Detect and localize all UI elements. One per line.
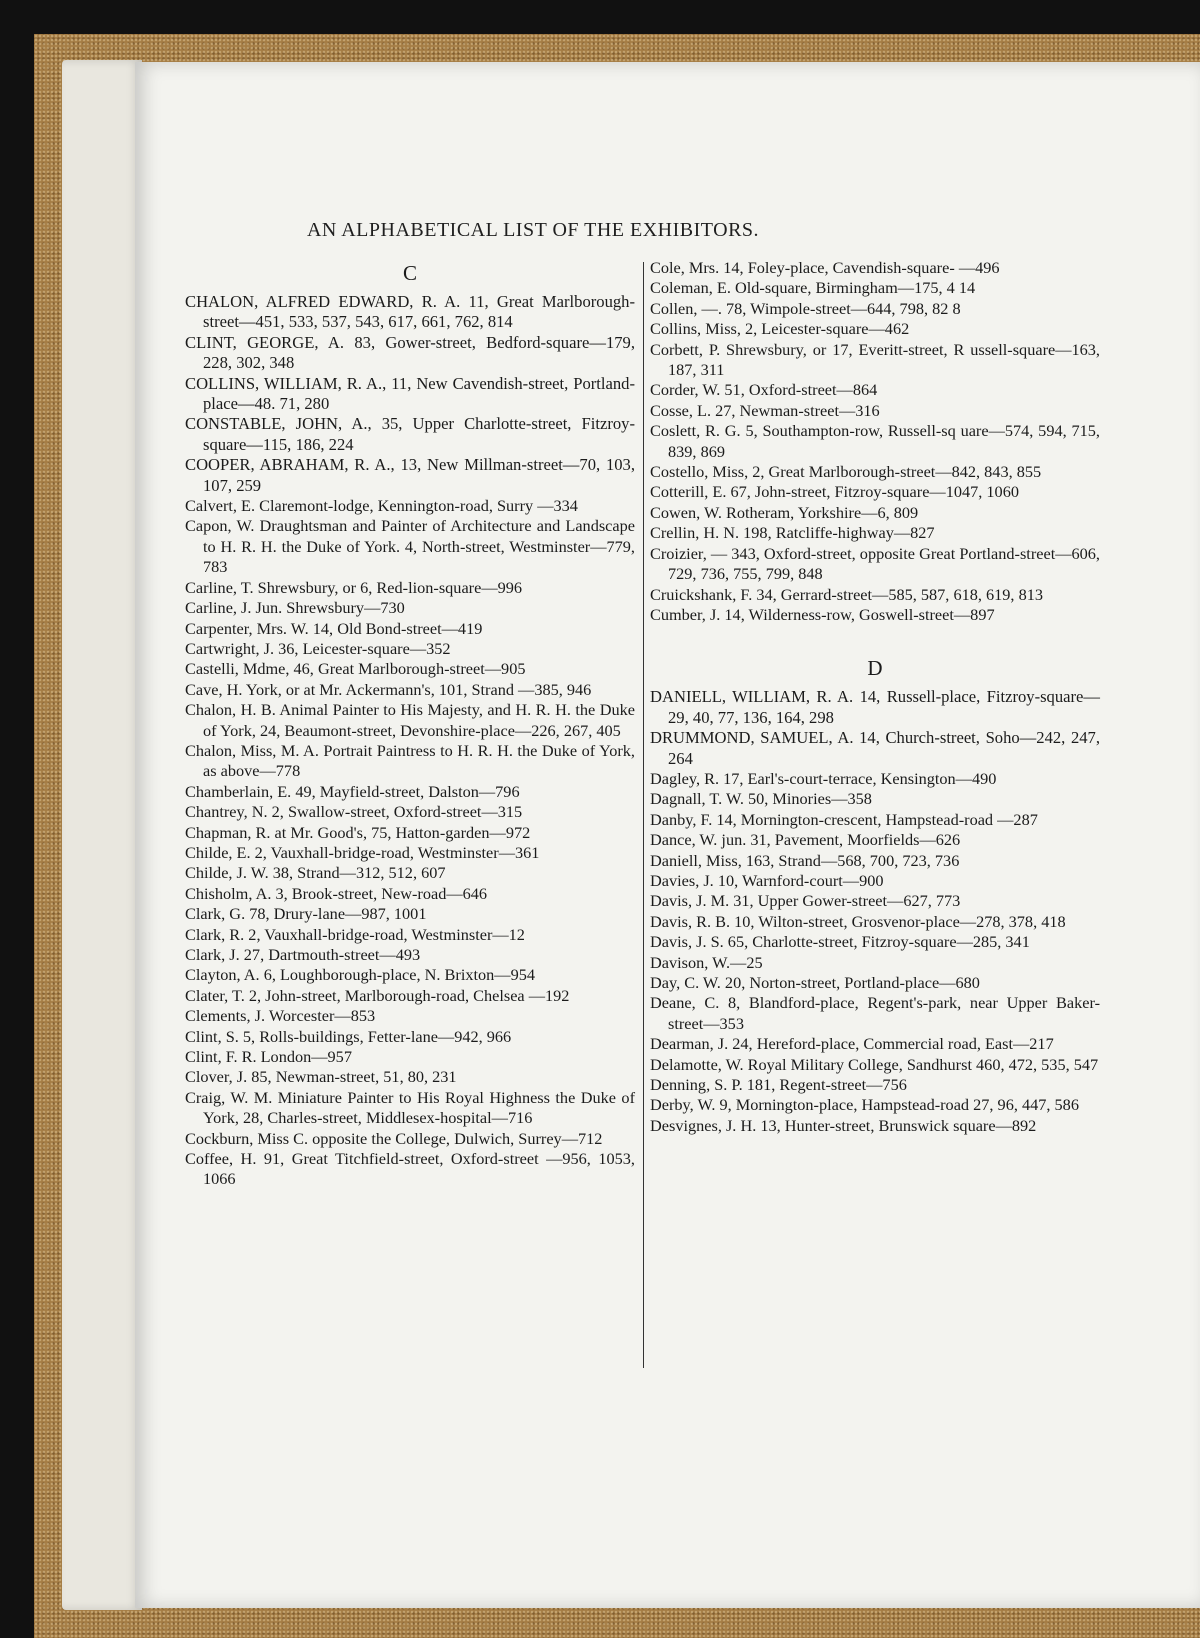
exhibitor-entry: Castelli, Mdme, 46, Great Marlborough-street—905 xyxy=(185,659,526,679)
exhibitor-entry: Dearman, J. 24, Hereford-place, Commercial road, East—217 xyxy=(650,1034,1054,1054)
right-column xyxy=(650,258,1100,1136)
exhibitor-entry: Davis, J. S. 65, Charlotte-street, Fitzroy-square—285, 341 xyxy=(650,932,1030,952)
exhibitor-entry: Desvignes, J. H. 13, Hunter-street, Brunswick square—892 xyxy=(650,1115,1037,1135)
exhibitor-entry: Davis, J. M. 31, Upper Gower-street—627, 773 xyxy=(650,891,961,911)
exhibitor-entry: Davison, W.—25 xyxy=(650,952,763,972)
exhibitor-entry: Chalon, Miss, M. A. Portrait Paintress to H. R. H. the Duke of York, as above—778 xyxy=(185,740,635,781)
exhibitor-entry: Dagley, R. 17, Earl's-court-terrace, Kensington—490 xyxy=(650,768,997,788)
exhibitor-entry: Chapman, R. at Mr. Good's, 75, Hatton-garden—972 xyxy=(185,822,531,842)
exhibitor-entry: Cartwright, J. 36, Leicester-square—352 xyxy=(185,638,451,658)
exhibitor-entry: Cockburn, Miss C. opposite the College, Dulwich, Surrey—712 xyxy=(185,1128,603,1148)
exhibitor-entry: Chalon, H. B. Animal Painter to His Majesty, and H. R. H. the Duke of York, 24, Beaumont-street, Devonshire-place—226, 267, 405 xyxy=(185,700,635,740)
exhibitor-entry: Davis, R. B. 10, Wilton-street, Grosvenor-place—278, 378, 418 xyxy=(650,911,1066,931)
section-letter-d: D xyxy=(867,656,883,681)
exhibitor-entry: COOPER, ABRAHAM, R. A., 13, New Millman-street—70, 103, 107, 259 xyxy=(185,455,635,495)
exhibitor-entry: Crellin, H. N. 198, Ratcliffe-highway—827 xyxy=(650,523,935,543)
exhibitor-entry: Dance, W. jun. 31, Pavement, Moorfields—626 xyxy=(650,830,961,850)
exhibitor-entry: CHALON, ALFRED EDWARD, R. A. 11, Great Marlborough-street—451, 533, 537, 543, 617, 661, 762, 814 xyxy=(185,292,635,332)
exhibitor-entry: COLLINS, WILLIAM, R. A., 11, New Cavendish-street, Portland-place—48. 71, 280 xyxy=(185,373,635,414)
exhibitor-entry: Clark, R. 2, Vauxhall-bridge-road, Westminster—12 xyxy=(185,924,525,944)
exhibitor-entry: Cruickshank, F. 34, Gerrard-street—585, 587, 618, 619, 813 xyxy=(650,584,1043,604)
page-title: AN ALPHABETICAL LIST OF THE EXHIBITORS. xyxy=(306,219,760,241)
exhibitor-entry: Carline, J. Jun. Shrewsbury—730 xyxy=(185,598,405,618)
exhibitor-entry: Coffee, H. 91, Great Titchfield-street, Oxford-street —956, 1053, 1066 xyxy=(185,1149,635,1189)
exhibitor-entry: Cotterill, E. 67, John-street, Fitzroy-square—1047, 1060 xyxy=(650,482,1019,502)
exhibitor-entry: Dagnall, T. W. 50, Minories—358 xyxy=(650,789,872,809)
exhibitor-entry: Clover, J. 85, Newman-street, 51, 80, 231 xyxy=(185,1067,457,1087)
exhibitor-entry: Childe, J. W. 38, Strand—312, 512, 607 xyxy=(185,863,446,883)
exhibitor-entry: Denning, S. P. 181, Regent-street—756 xyxy=(650,1075,907,1095)
right-d-entry-list xyxy=(650,687,1100,1136)
exhibitor-entry: CLINT, GEORGE, A. 83, Gower-street, Bedford-square—179, 228, 302, 348 xyxy=(185,332,635,373)
exhibitor-entry: Delamotte, W. Royal Military College, Sandhurst 460, 472, 535, 547 xyxy=(650,1054,1099,1074)
exhibitor-entry: Chantrey, N. 2, Swallow-street, Oxford-street—315 xyxy=(185,802,523,822)
exhibitor-entry: Day, C. W. 20, Norton-street, Portland-place—680 xyxy=(650,973,980,992)
exhibitor-entry: DANIELL, WILLIAM, R. A. 14, Russell-place, Fitzroy-square—29, 40, 77, 136, 164, 298 xyxy=(650,687,1100,727)
right-c-entry-list xyxy=(650,258,1100,625)
exhibitor-entry: Deane, C. 8, Blandford-place, Regent's-park, near Upper Baker-street—353 xyxy=(650,993,1100,1033)
exhibitor-entry: Coslett, R. G. 5, Southampton-row, Russell-sq uare—574, 594, 715, 839, 869 xyxy=(650,421,1100,461)
exhibitor-entry: Cave, H. York, or at Mr. Ackermann's, 101, Strand —385, 946 xyxy=(185,679,592,699)
exhibitor-entry: Clark, J. 27, Dartmouth-street—493 xyxy=(185,945,421,964)
exhibitor-entry: Cole, Mrs. 14, Foley-place, Cavendish-square- —496 xyxy=(650,258,1000,277)
exhibitor-entry: Craig, W. M. Miniature Painter to His Royal Highness the Duke of York, 28, Charles-street, Middlesex-hospital—716 xyxy=(185,1087,635,1128)
column-divider xyxy=(643,262,644,1368)
exhibitor-entry: DRUMMOND, SAMUEL, A. 14, Church-street, Soho—242, 247, 264 xyxy=(650,728,1100,768)
section-letter-c: C xyxy=(402,261,417,285)
exhibitor-entry: Cosse, L. 27, Newman-street—316 xyxy=(650,400,880,420)
exhibitor-entry: Clint, S. 5, Rolls-buildings, Fetter-lane—942, 966 xyxy=(185,1026,512,1046)
exhibitor-entry: CONSTABLE, JOHN, A., 35, Upper Charlotte-street, Fitzroy-square—115, 186, 224 xyxy=(185,414,635,454)
exhibitor-entry: Danby, F. 14, Mornington-crescent, Hampstead-road —287 xyxy=(650,809,1038,829)
exhibitor-entry: Capon, W. Draughtsman and Painter of Architecture and Landscape to H. R. H. the Duke of York. 4, North-street, Westminster—779, 783 xyxy=(185,516,635,577)
exhibitor-entry: Coleman, E. Old-square, Birmingham—175, 4 14 xyxy=(650,278,976,298)
exhibitor-entry: Carline, T. Shrewsbury, or 6, Red-lion-square—996 xyxy=(185,577,523,597)
exhibitor-entry: Daniell, Miss, 163, Strand—568, 700, 723, 736 xyxy=(650,850,960,870)
exhibitor-entry: Clements, J. Worcester—853 xyxy=(185,1006,376,1026)
exhibitor-entry: Derby, W. 9, Mornington-place, Hampstead-road 27, 96, 447, 586 xyxy=(650,1095,1079,1115)
page-edges xyxy=(62,60,142,1610)
exhibitor-entry: Carpenter, Mrs. W. 14, Old Bond-street—419 xyxy=(185,618,483,638)
left-entry-list xyxy=(185,292,635,1190)
exhibitor-entry: Clark, G. 78, Drury-lane—987, 1001 xyxy=(185,904,427,924)
exhibitor-entry: Collins, Miss, 2, Leicester-square—462 xyxy=(650,319,910,339)
exhibitor-entry: Croizier, — 343, Oxford-street, opposite Great Portland-street—606, 729, 736, 755, 799, 848 xyxy=(650,543,1100,584)
exhibitor-entry: Chisholm, A. 3, Brook-street, New-road—646 xyxy=(185,883,488,903)
exhibitor-entry: Cowen, W. Rotheram, Yorkshire—6, 809 xyxy=(650,502,919,522)
exhibitor-entry: Calvert, E. Claremont-lodge, Kennington-road, Surry —334 xyxy=(185,496,578,516)
exhibitor-entry: Collen, —. 78, Wimpole-street—644, 798, 82 8 xyxy=(650,298,961,318)
exhibitor-entry: Davies, J. 10, Warnford-court—900 xyxy=(650,870,884,890)
exhibitor-entry: Clint, F. R. London—957 xyxy=(185,1047,352,1067)
exhibitor-entry: Clater, T. 2, John-street, Marlborough-road, Chelsea —192 xyxy=(185,985,570,1005)
exhibitor-entry: Clayton, A. 6, Loughborough-place, N. Brixton—954 xyxy=(185,965,536,985)
left-column xyxy=(185,258,635,1190)
exhibitor-entry: Corbett, P. Shrewsbury, or 17, Everitt-street, R ussell-square—163, 187, 311 xyxy=(650,339,1100,380)
exhibitor-entry: Costello, Miss, 2, Great Marlborough-street—842, 843, 855 xyxy=(650,462,1042,482)
exhibitor-entry: Chamberlain, E. 49, Mayfield-street, Dalston—796 xyxy=(185,781,520,801)
exhibitor-entry: Corder, W. 51, Oxford-street—864 xyxy=(650,380,878,400)
exhibitor-entry: Childe, E. 2, Vauxhall-bridge-road, Westminster—361 xyxy=(185,842,540,862)
exhibitor-entry: Cumber, J. 14, Wilderness-row, Goswell-street—897 xyxy=(650,604,995,624)
